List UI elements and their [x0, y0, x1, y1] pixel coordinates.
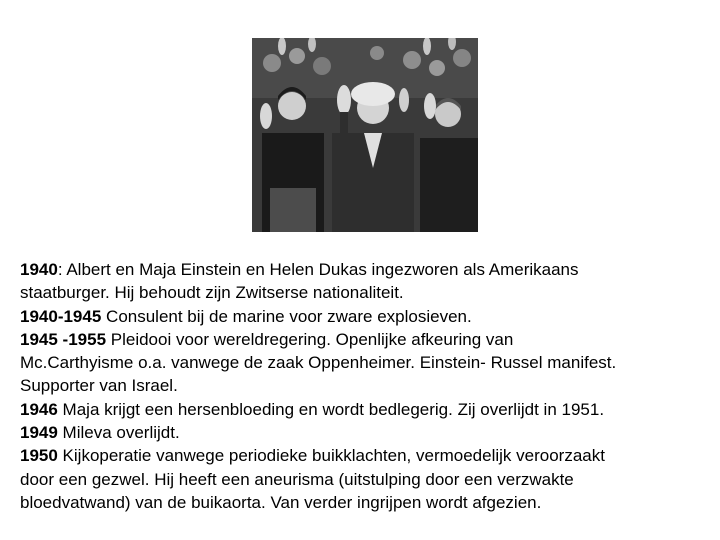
timeline-line: [20, 351, 720, 374]
timeline-line: [20, 491, 720, 514]
timeline-line: [20, 398, 720, 421]
timeline-line: [20, 281, 720, 304]
line-text: staatburger. Hij behoudt zijn Zwitserse nationaliteit.: [20, 283, 404, 303]
line-text: Mileva overlijdt.: [57, 423, 180, 443]
historical-photo: [252, 38, 478, 232]
line-text: Kijkoperatie vanwege periodieke buikklachten, vermoedelijk veroorzaakt: [57, 446, 605, 466]
line-text: Supporter van Israel.: [20, 376, 178, 396]
year-label: 1949: [20, 423, 58, 443]
timeline-line: [20, 468, 720, 491]
line-text: Maja krijgt een hersenbloeding en wordt bedlegerig. Zij overlijdt in 1951.: [57, 399, 605, 419]
line-text: Pleidooi voor wereldregering. Openlijke afkeuring van: [106, 329, 514, 349]
line-text: bloedvatwand) van de buikaorta. Van verder ingrijpen wordt afgezien.: [20, 492, 542, 512]
timeline-line: [20, 421, 720, 444]
year-label: 1946: [20, 399, 58, 419]
line-text: Mc.Carthyisme o.a. vanwege de zaak Oppenheimer. Einstein- Russel manifest.: [20, 353, 617, 373]
year-label: 1945 -1955: [20, 329, 107, 349]
timeline-line: [20, 305, 720, 328]
photo-illustration: [252, 38, 478, 232]
line-text: : Albert en Maja Einstein en Helen Dukas ingezworen als Amerikaans: [57, 260, 579, 279]
timeline-text: [20, 258, 720, 514]
year-label: 1940: [20, 260, 58, 279]
line-text: Consulent bij de marine voor zware explosieven.: [101, 306, 472, 326]
year-label: 1940-1945: [20, 306, 102, 326]
year-label: 1950: [20, 446, 58, 466]
timeline-line: [20, 374, 720, 397]
timeline-line: [20, 444, 720, 467]
timeline-line: [20, 328, 720, 351]
line-text: door een gezwel. Hij heeft een aneurisma (uitstulping door een verzwakte: [20, 469, 574, 489]
timeline-line: [20, 258, 720, 281]
